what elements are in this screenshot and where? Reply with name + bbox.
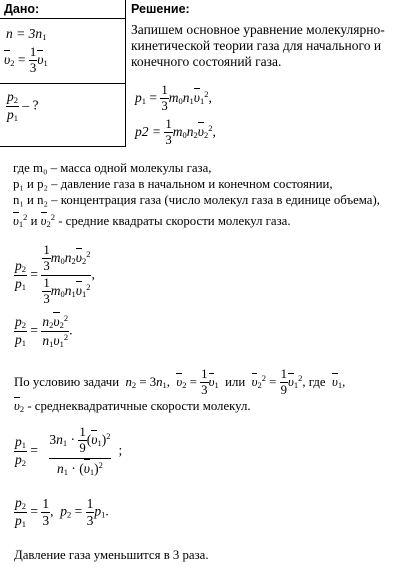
explain-line-2: p₁ и p₂ – давление газа в начальном и конечном состоянии, bbox=[13, 177, 333, 191]
intro-line-3: конечного состояний газа. bbox=[131, 54, 282, 69]
find-ratio: $\frac{p_2}{p_1}$ – ? bbox=[7, 89, 39, 123]
condition-line-2: $\upsilon_2$ - среднеквадратичные скорости молекул. bbox=[14, 399, 251, 414]
intro-line-1: Запишем основное уравнение молекулярно- bbox=[131, 22, 385, 37]
substitution-formula: $\frac{p_1}{p_2}$ = $3n_1$ · $\frac{1}{9}$ $(\upsilon_1)^2$ $n_1 \cdot (\upsilon_1)^2$ ; bbox=[15, 425, 123, 477]
equation-p1: $p_1$ = $\frac{1}{3}$ $m_0n_1\upsilon_1^2$, bbox=[135, 83, 212, 114]
explain-line-4: $\upsilon_1^2$ и $\upsilon_2^2$ - средние квадраты скорости молекул газа. bbox=[13, 212, 291, 229]
ratio-formula: $\frac{p_2}{p_1}$ = $\frac{1}{3}$ $m_0n_2\upsilon_2^2$ $\frac{1}{3}$ $m_0n_1\upsilon_1^2$ , bbox=[15, 243, 95, 307]
header-underline bbox=[0, 18, 125, 19]
table-divider bbox=[125, 0, 126, 146]
given-separator bbox=[0, 83, 125, 84]
given-velocity: $\upsilon_2$ = $\frac{1}{3}$ $\upsilon_1$ bbox=[4, 45, 48, 76]
condition-line-1: По условию задачи $n_2 = 3n_1$, $\upsilon_2$ = $\frac{1}{3}$ $\upsilon_1$ или $\upsilon_2^2$ = $\frac{1}{9}$ $\upsilon_1^2$, где $\upsilon_1$, bbox=[14, 367, 346, 398]
explain-line-1: где m₀ – масса одной молекулы газа, bbox=[13, 161, 212, 175]
ratio-simplified: $\frac{p_2}{p_1}$ = $\frac{n_2\upsilon_2^2}{n_1\upsilon_1^2}$ . bbox=[15, 313, 73, 349]
given-concentration: $n = 3n_1$ bbox=[6, 26, 47, 42]
final-result: $\frac{p_2}{p_1}$ = $\frac{1}{3}$ , $p_2$ = $\frac{1}{3}$ $p_1$. bbox=[15, 495, 109, 529]
conclusion: Давление газа уменьшится в 3 раза. bbox=[14, 548, 209, 562]
given-header: Дано: bbox=[4, 2, 40, 16]
solution-header: Решение: bbox=[131, 2, 190, 16]
explain-line-3: n₁ и n₂ – концентрация газа (число молекул газа в единице объема), bbox=[13, 193, 380, 207]
equation-p2: p2 = $\frac{1}{3}$ $m_0n_2\upsilon_2^2$, bbox=[135, 117, 216, 148]
intro-line-2: кинетической теории газа для начального и bbox=[131, 38, 382, 53]
table-bottom bbox=[0, 146, 126, 147]
